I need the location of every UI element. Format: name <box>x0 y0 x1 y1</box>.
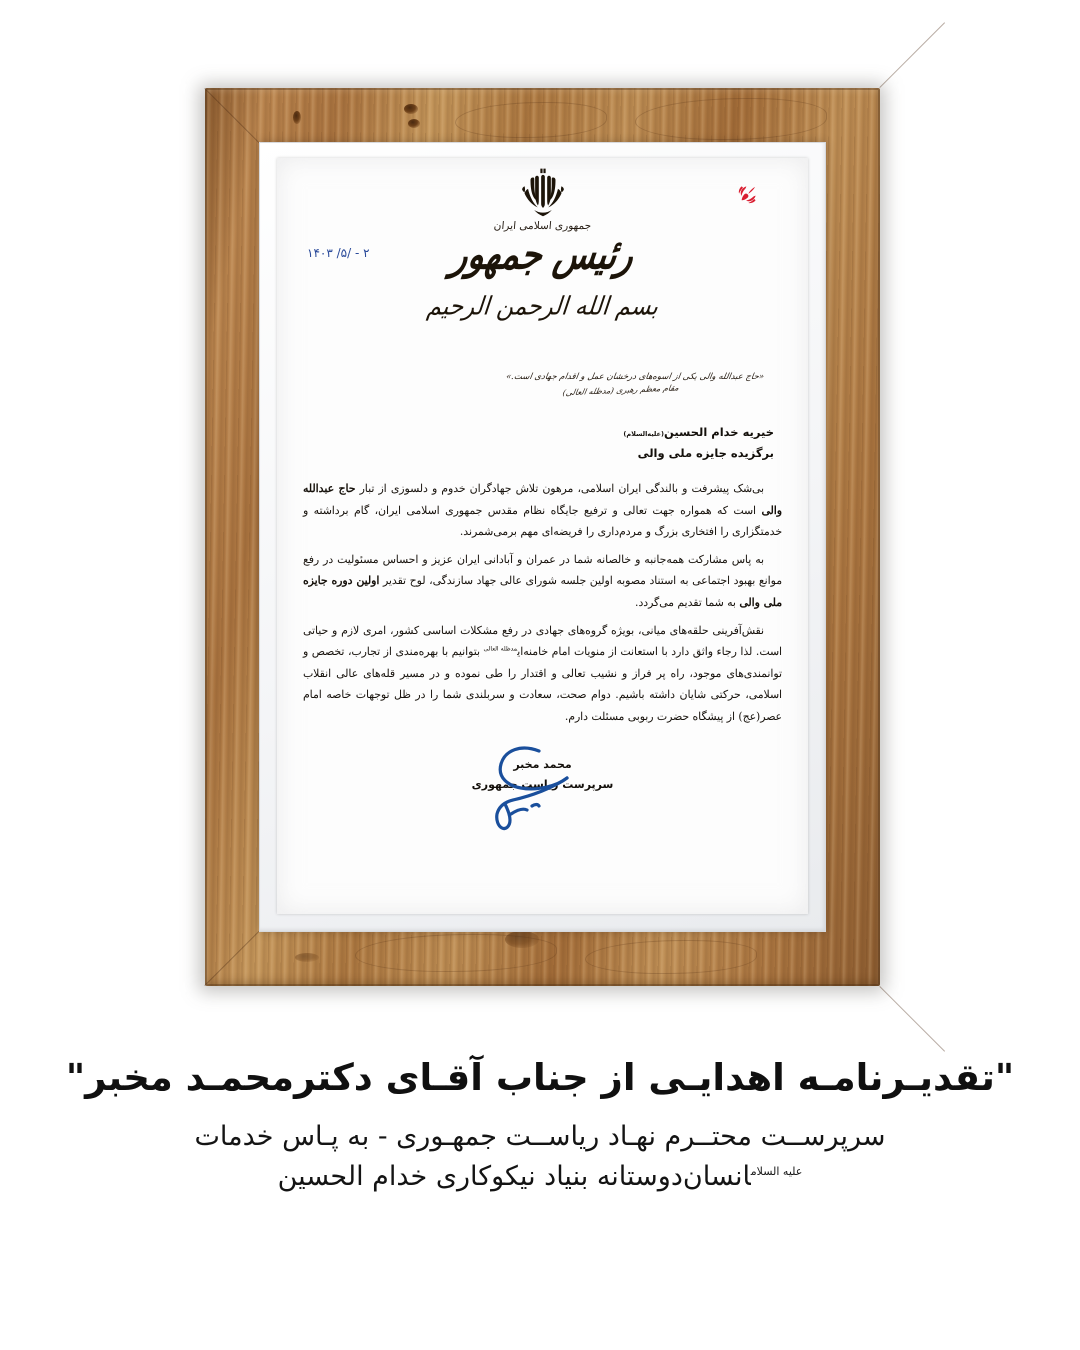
signature-block <box>277 758 808 791</box>
wood-knot-icon <box>293 111 301 124</box>
office-title-calligraphy: رئیس جمهور <box>448 230 637 280</box>
certificate-paper <box>277 158 808 914</box>
iran-national-emblem-icon <box>521 166 565 218</box>
wood-grain-swirl <box>585 940 757 974</box>
caption-subtitle-line-2 <box>52 1157 1028 1197</box>
signatory-name: محمد مخبر <box>513 758 572 771</box>
p2-bold: اولین دوره جایزه ملی والی <box>303 574 782 609</box>
country-name: جمهوری اسلامی ایران <box>493 220 592 232</box>
letterhead <box>277 166 808 320</box>
letter-date: ۱۴۰۳ /۵/ - ۲ <box>307 246 370 260</box>
honorific-sup: (علیه‌السلام) <box>623 430 664 438</box>
p3-part-a: نقش‌آفرینی حلقه‌های میانی، بویژه گروه‌های جهادی در رفع مشکلات اساسی کشور، امری لازم و حیاتی است. لذا رجاء واثق دارد با استعانت از منویات امام خامنه‌ای <box>303 623 782 659</box>
p1-bold: حاج عبدالله والی <box>303 482 782 517</box>
paragraph-3 <box>303 620 782 728</box>
paragraph-1 <box>303 478 782 543</box>
wood-knot-icon <box>295 953 319 962</box>
p1-part-a: بی‌شک پیشرفت و بالندگی ایران اسلامی، مرهون تلاش جهادگران خدوم و دلسوزی از تبار <box>355 482 764 495</box>
wood-knot-icon <box>404 104 418 114</box>
wood-grain-swirl <box>455 102 607 138</box>
addressee-line-2: برگزیده جایزه ملی والی <box>637 446 774 461</box>
caption-subtitle-line-2-text: انسان‌دوستانه بنیاد نیکوکاری خدام الحسین <box>277 1161 751 1193</box>
addressee-block <box>474 422 774 465</box>
letter-body <box>303 478 782 734</box>
quote-text: «حاج عبدالله والی یکی از اسوه‌های درخشان عمل و اقدام جهادی است.» <box>505 372 765 382</box>
addressee-name: خیریه خدام الحسین <box>663 425 774 439</box>
caption-title: "تقدیـرنامـه اهدایـی از جناب آقـای دکترمحمـد مخبر" <box>65 1056 1015 1099</box>
frame-mat <box>259 142 826 932</box>
quote-attribution: مقام معظم رهبری (مدظله العالی) <box>561 382 680 397</box>
caption-subtitle-line-1: سرپرســت محتــرم نهـاد ریاســت جمهـوری - به پـاس خدمات <box>194 1121 886 1153</box>
paragraph-2 <box>303 549 782 614</box>
p1-part-b: است که همواره جهت تعالی و ترفیع جایگاه نظام مقدس جمهوری اسلامی ایران، گام برداشته و خدمتگزاری را افتخاری بزرگ و مردم‌داری را فریضه‌ای مهم برمی‌شمرند. <box>303 503 782 539</box>
caption-block <box>0 1055 1080 1197</box>
caption-honorific-sup: علیه السلام <box>750 1165 803 1179</box>
p2-part-b: به شما تقدیم می‌گردد. <box>635 595 740 609</box>
frame-mitre-top-right <box>879 22 945 88</box>
wood-knot-icon <box>408 119 420 128</box>
handwritten-signature-icon <box>465 742 635 834</box>
p2-part-a: به پاس مشارکت همه‌جانبه و خالصانه شما در عمران و آبادانی ایران عزیز و احساس مسئولیت در رفع موانع بهبود اجتماعی به استناد مصوبه اولین جلسه شورای عالی جهاد سازندگی، لوح تقدیر <box>303 552 782 588</box>
wood-grain-swirl <box>355 934 557 972</box>
bismillah-calligraphy: بسم الله الرحمن الرحیم <box>425 292 660 322</box>
p3-sup: مدظله العالی <box>483 645 518 653</box>
wood-grain-swirl <box>635 98 827 140</box>
caption-subtitle <box>52 1117 1028 1197</box>
signatory-title: سرپرست ریاست جمهوری <box>471 778 614 791</box>
frame-mitre-bottom-right <box>879 986 945 1052</box>
leader-quote-block <box>464 372 764 397</box>
p3-part-b: بتوانیم با بهره‌مندی از تجارب، تخصص و توانمندی‌های موجود، راه پر فراز و نشیب تعالی و اقتدار را طی نموده و در مسیر قله‌های عالی انقلاب اسلامی، حرکتی شایان داشته باشیم. دوام صحت، سعادت و سربلندی شما را در ظل توجهات خاصه امام عصر(عج) از پیشگاه حضرت ربوبی مسئلت دارم. <box>303 645 782 723</box>
addressee-line-1 <box>474 422 774 443</box>
wooden-picture-frame <box>205 88 880 986</box>
